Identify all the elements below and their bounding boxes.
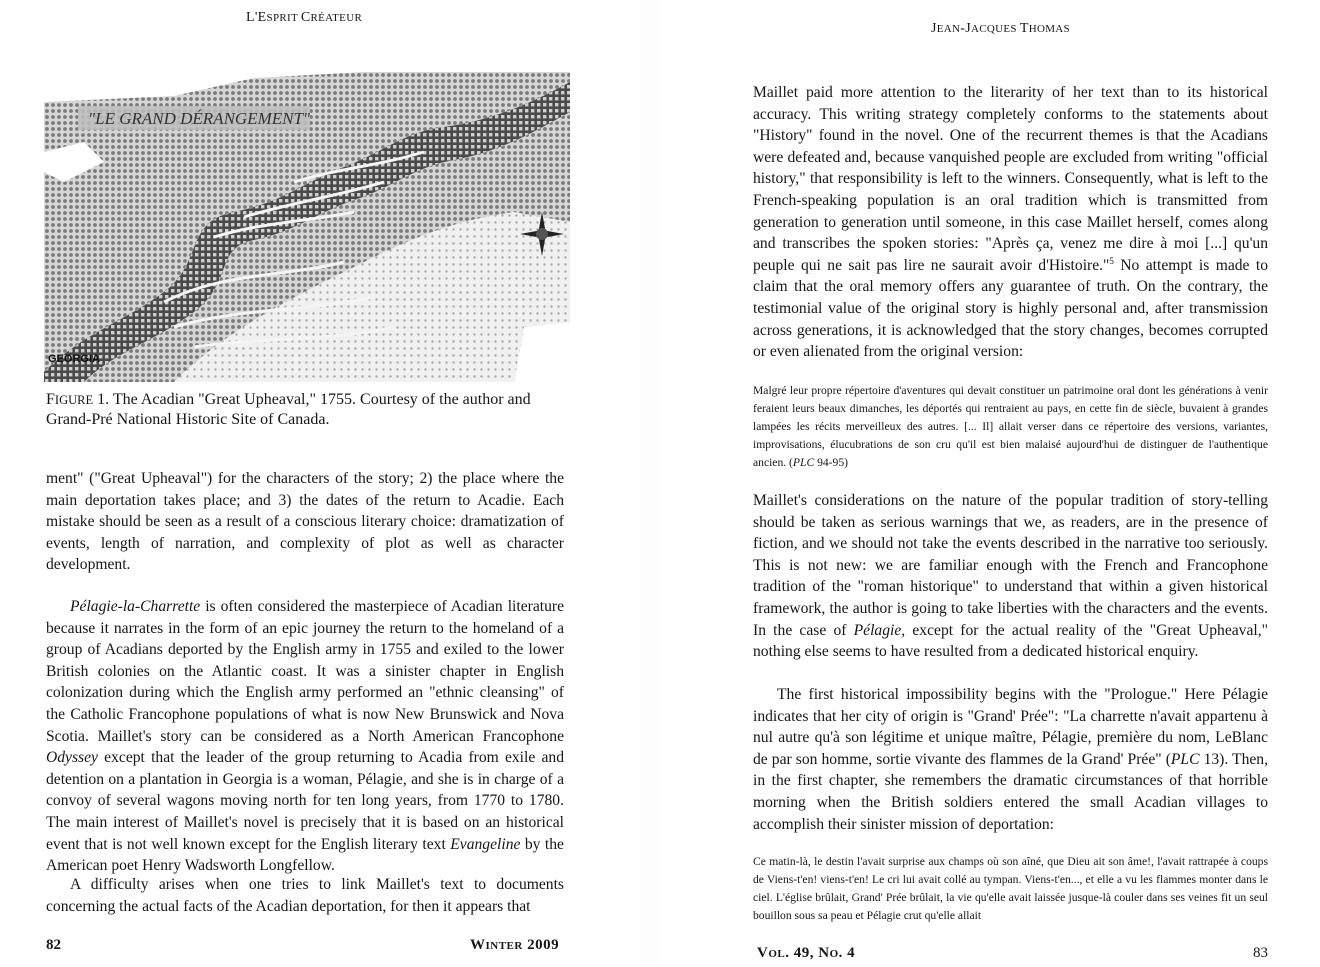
running-head-text: T (1019, 21, 1029, 36)
right-page (660, 0, 1320, 967)
footer-text: 2009 (522, 937, 560, 953)
running-head-text: RÉATEUR (310, 12, 363, 24)
running-head-left (246, 10, 362, 26)
italic-abbrev: PLC (1170, 750, 1200, 768)
italic-title: Pélagie, (853, 621, 906, 639)
italic-title: Pélagie-la-Charrette (70, 598, 201, 615)
block-quote: Ce matin-là, le destin l'avait surprise aux champs où son aîné, que Dieu ait son âme!, l'avait rattrapée à coups de Viens-t'en! viens-t'en! Le cri lui avait collé au tympan. Viens-t'en..., et elle a vu les flammes monter dans le ciel. L'église brûlait, Grand' Prée brûlait, la vie qu'elle avait laissée jusque-là couler dans ses veines fit un seul bouillon sous sa peau et Pélagie crut qu'elle allait (753, 855, 1268, 922)
body-paragraph: ment" ("Great Upheaval") for the characters of the story; 2) the place where the main deportation takes place; and 3) the dates of the return to Acadie. Each mistake should be seen as a result of a conscious literary choice: dramatization of events, length of narration, and complexity of plot as well as character development. (46, 470, 564, 574)
running-head-text: EAN (936, 23, 961, 35)
footer-text: W (470, 937, 486, 953)
figure-caption (46, 390, 566, 430)
page-number: 83 (1253, 945, 1268, 961)
running-head-text: ACQUES (970, 23, 1020, 35)
footer-text: O (829, 948, 839, 960)
body-paragraph (753, 82, 1268, 363)
italic-title: Evangeline (450, 835, 521, 853)
caption-text: 1. (93, 391, 110, 408)
body-text: Maillet's considerations on the nature of the popular tradition of story-telling should be taken as serious warnings that we, as readers, are in the presence of fiction, and we should not take the events described in the narrative too seriously. This is not new: we are familiar enough with the French and Francophone tradition of the "roman historique" to understand that within a given historical framework, the author is going to take liberties with the characters and the events. In the case of (753, 492, 1268, 639)
running-head-text: L'E (246, 10, 267, 25)
body-text: by the American poet Henry Wadsworth Longfellow. (46, 835, 564, 875)
caption-text: IGURE (54, 393, 94, 407)
italic-abbrev: PLC (792, 456, 815, 469)
map-label-georgia: GEORGIA (48, 353, 100, 365)
running-head-text: HOMAS (1028, 23, 1070, 35)
footer-volume (757, 945, 855, 962)
italic-title: Odyssey (46, 749, 98, 767)
caption-text: F (46, 391, 55, 408)
body-text: No attempt is made to claim that the oral memory offers any guarantee of truth. On the contrary, the testimonial value of the original story is highly personal and, after transmission across generations, it is acknowledged that the story changes, becomes corrupted or even alienated from the original version: (753, 256, 1268, 361)
body-paragraph (753, 490, 1268, 663)
page-number: 82 (46, 937, 61, 953)
running-head-right (931, 21, 1070, 37)
body-paragraph (753, 684, 1268, 835)
map-title: "LE GRAND DÉRANGEMENT" (88, 109, 311, 128)
footnote-marker: 5 (1109, 255, 1114, 266)
footer-text: OL (768, 948, 786, 960)
footer-issue (470, 937, 559, 954)
body-paragraph: A difficulty arises when one tries to link Maillet's text to documents concerning the actual facts of the Acadian deportation, for then it appears that (46, 876, 564, 915)
quote-text: Malgré leur propre répertoire d'aventures qui devait constituer un patrimoine oral dont les générations à venir feraient leurs beaux dimanches, les déportés qui rentraient au pays, en cette fin de siècle, buvaient à grandes lampées les récits merveilleux des autres. [... Il] allait verser dans ce répertoire des versions, variantes, improvisations, élucubrations de son cru qu'il est bien malaisé aujourd'hui de distinguer de l'authentique ancien. ( (753, 384, 1268, 469)
body-paragraph (46, 596, 564, 877)
acadian-map-image (44, 72, 570, 382)
footer-text: . 49, N (785, 945, 830, 961)
body-text: except for the actual reality of the "Great Upheaval," nothing else seems to have resulted from a dedicated historical enquiry. (753, 621, 1268, 661)
running-head-text: C (300, 10, 311, 25)
block-quote (753, 382, 1268, 472)
body-text: The first historical impossibility begins with the "Prologue." Here Pélagie indicates that her city of origin is "Grand' Prée": "La charrette n'avait appartenu à nul autre qu'à son légitime et unique maître, Pélagie, première du nom, LeBlanc de par son homme, sortie vivante des flammes de la Grand' Prée" ( (753, 686, 1268, 768)
footer-text: INTER (485, 940, 523, 952)
running-head-text: J (931, 21, 937, 36)
caption-text: The Acadian "Great Upheaval," 1755. Courtesy of the author and Grand-Pré National Historic Site of Canada. (46, 391, 531, 428)
quote-text: 94-95) (814, 456, 848, 469)
footer-text: . 4 (838, 945, 856, 961)
footer-text: V (757, 945, 769, 961)
body-text: 13). Then, in the first chapter, she remembers the dramatic circumstances of that horrible morning when the British soldiers entered the small Acadian villages to accomplish their sinister mission of deportation: (753, 750, 1268, 833)
page-gutter (640, 0, 660, 967)
body-text: except that the leader of the group returning to Acadia from exile and detention on a plantation in Georgia is a woman, Pélagie, and she is in charge of a convoy of several wagons moving north for ten long years, from 1770 to 1780. The main interest of Maillet's novel is precisely that it is based on an historical event that is not well known except for the English literary text (46, 749, 564, 853)
body-text: Maillet paid more attention to the literarity of her text than to its historical accuracy. This writing strategy completely conforms to the statements about "History" found in the novel. One of the recurrent themes is that the Acadians were defeated and, because vanquished people are excluded from writing "official history," that responsibility is left to the winners. Consequently, what is left to the French-speaking population is an oral tradition which is transmitted from generation to generation until someone, in this case Maillet herself, comes along and transcribes the spoken stories: "Après ça, venez me dire à moi [...] qu'un peuple qui ne sait pas lire ne saurait avoir d'Histoire." (753, 84, 1268, 274)
running-head-text: -J (960, 21, 971, 36)
body-text: is often considered the masterpiece of Acadian literature because it narrates in the form of an epic journey the return to the homeland of a group of Acadians deported by the English army in 1755 and exiled to the lower British colonies on the Atlantic coast. It was a sinister chapter in English colonization during which the English army performed an "ethnic cleansing" of the Catholic Francophone populations of what is now New Brunswick and Nova Scotia. Maillet's story can be considered as a North American Francophone (46, 598, 564, 745)
left-page (0, 0, 640, 967)
running-head-text: SPRIT (266, 12, 301, 24)
figure-map (44, 72, 570, 382)
